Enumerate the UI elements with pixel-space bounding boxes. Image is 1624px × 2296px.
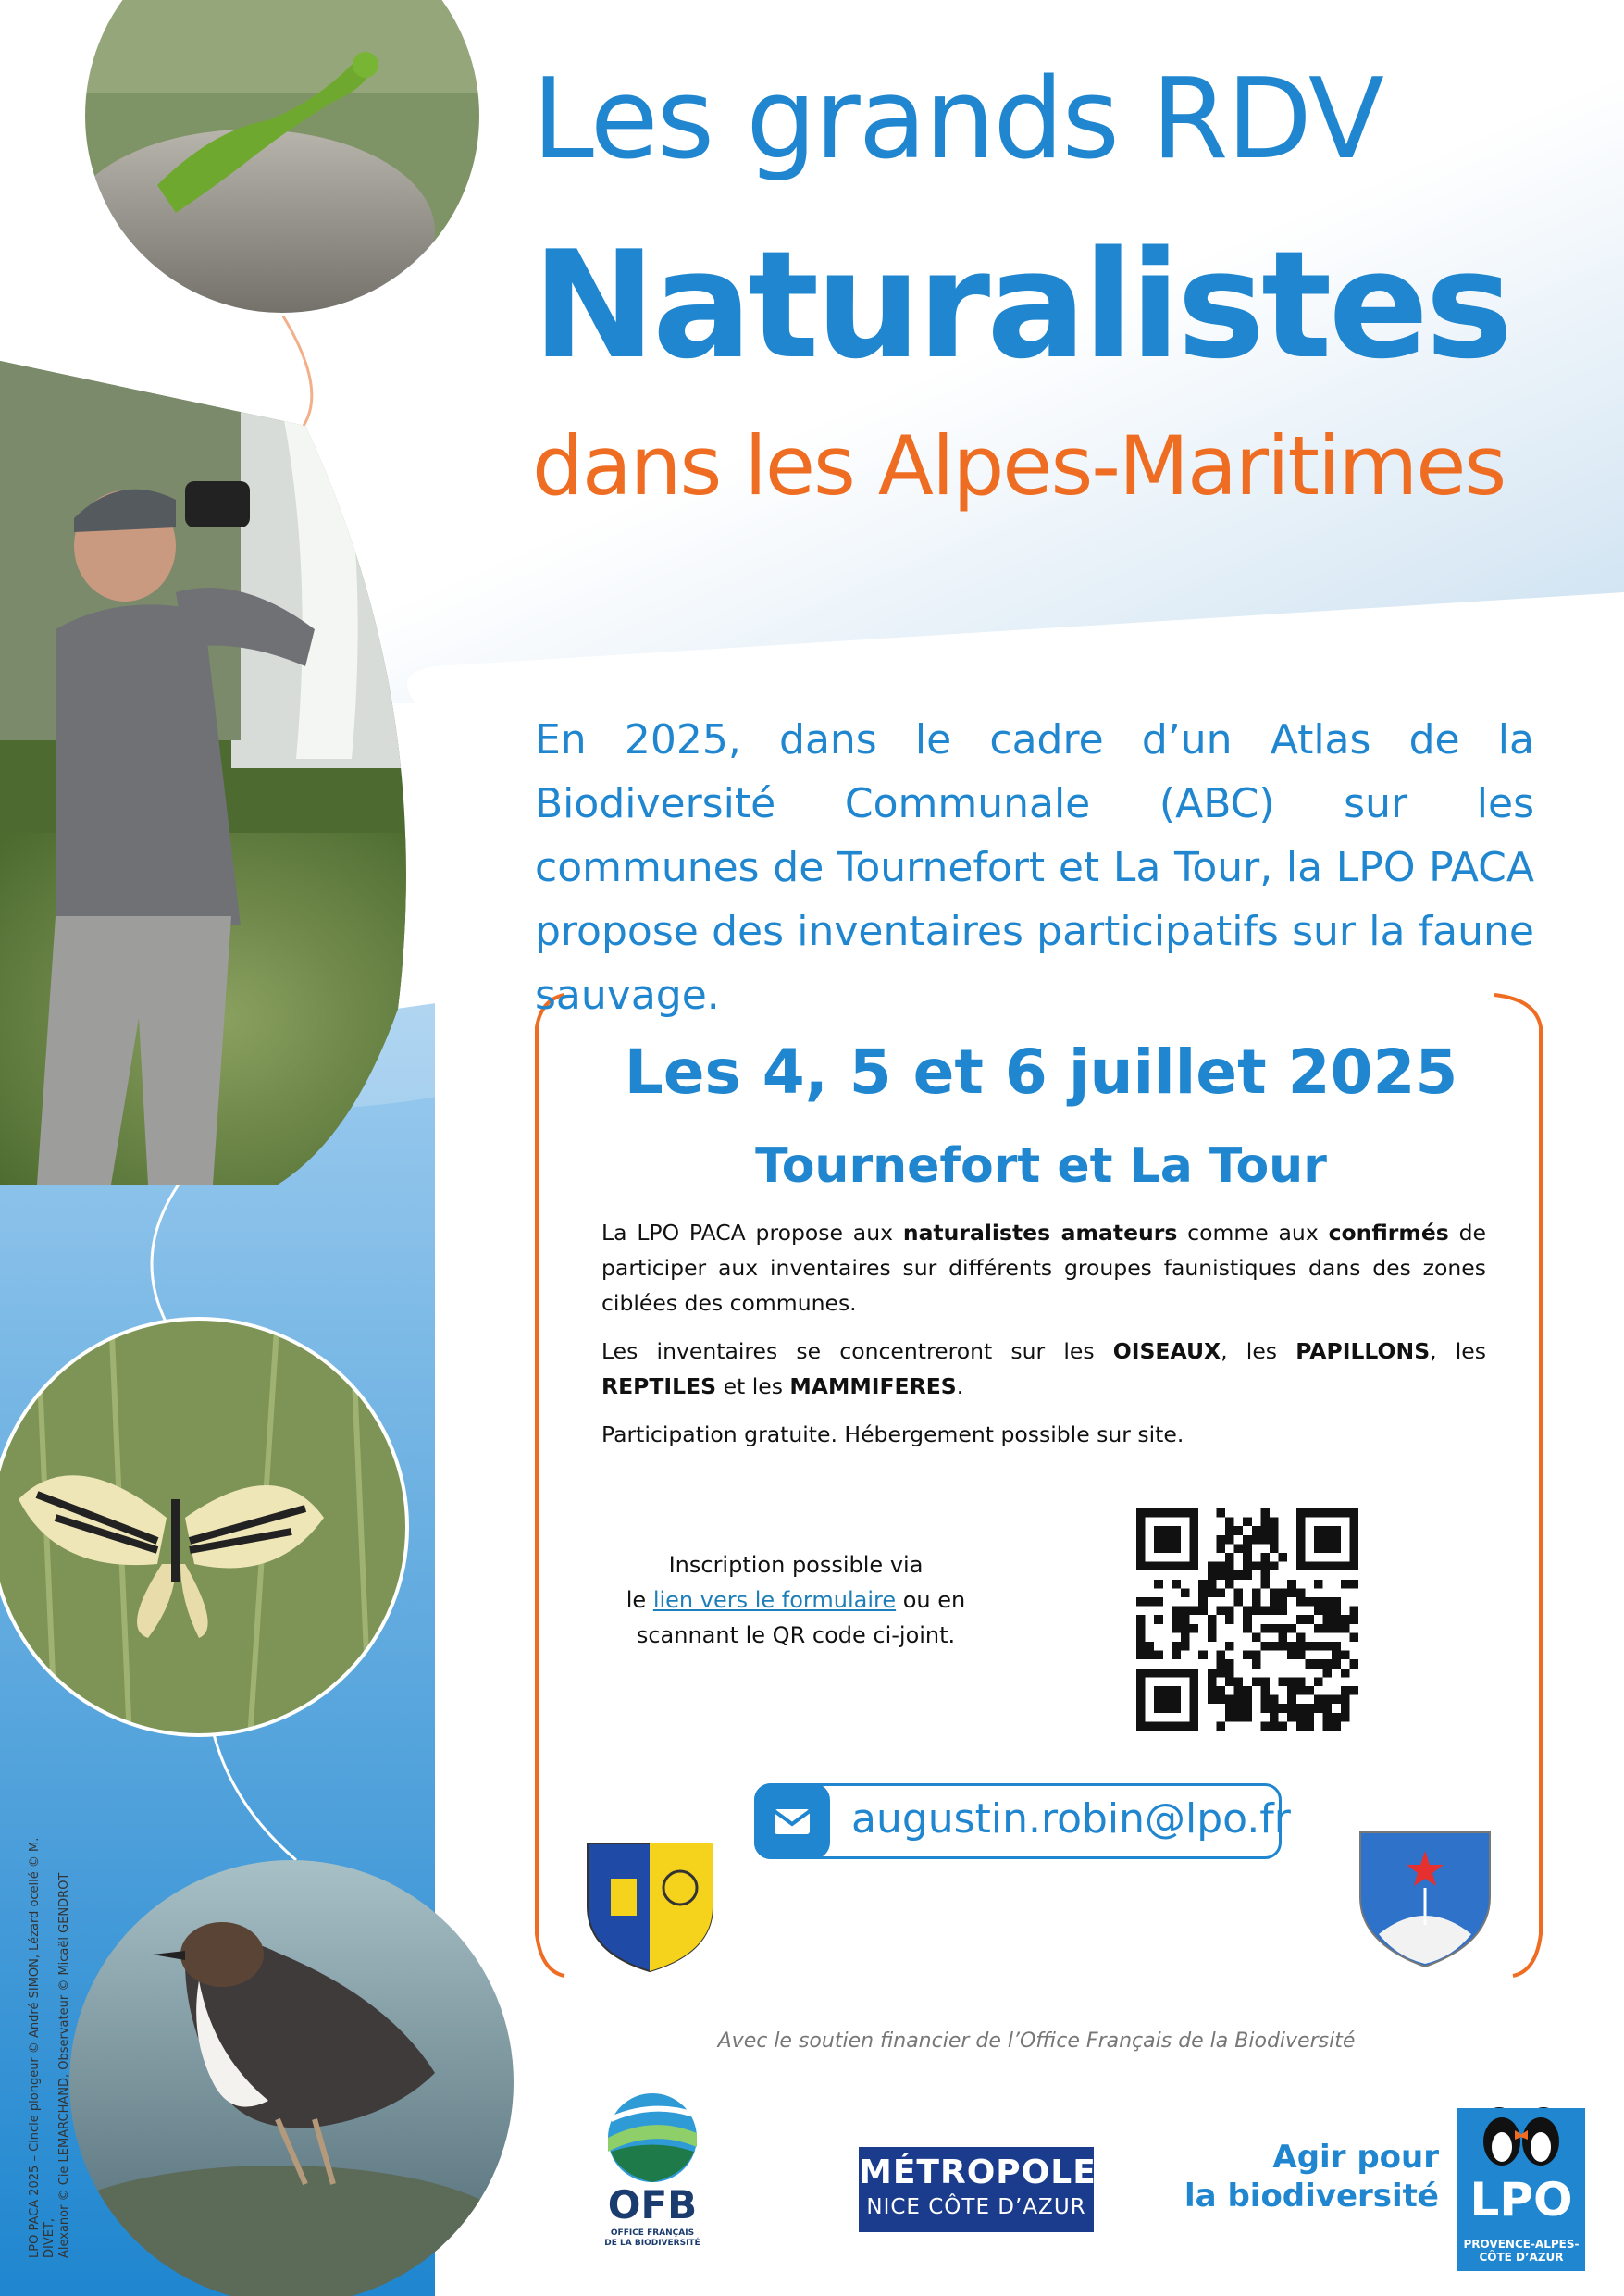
title-line-3: dans les Alpes-Maritimes (532, 418, 1506, 514)
ofb-logo-subtitle: OFFICE FRANÇAIS DE LA BIODIVERSITÉ (604, 2228, 700, 2248)
ofb-logo-text: OFB (607, 2182, 698, 2228)
event-dates: Les 4, 5 et 6 juillet 2025 (624, 1036, 1458, 1108)
title-line-1: Les grands RDV (532, 56, 1382, 184)
event-description (601, 1215, 1486, 1465)
intro-paragraph: En 2025, dans le cadre d’un Atlas de la Biodiversité Communale (ABC) sur les communes de Tournefort et La Tour, la LPO PACA propose des inventaires participatifs sur la faune sauvage. (535, 716, 1534, 1019)
envelope-icon (754, 1783, 830, 1859)
email-address[interactable]: augustin.robin@lpo.fr (851, 1795, 1291, 1843)
description-paragraph-3: Participation gratuite. Hébergement possible sur site. (601, 1421, 1184, 1447)
description-paragraph-1: La LPO PACA propose aux naturalistes amateurs comme aux confirmés de participer aux inventaires sur différents groupes faunistiques dans des zones ciblées des communes. (601, 1220, 1486, 1316)
lpo-logo-subtitle: PROVENCE-ALPES- CÔTE D’AZUR (1463, 2238, 1580, 2264)
photo-credits: LPO PACA 2025 – Cincle plongeur © André SIMON, Lézard ocellé © M. DIVET, Alexanor © Cie LEMARCHAND, Observateur © Micaël GENDROT (28, 1837, 71, 2258)
lpo-puffin-icon (1457, 2108, 1585, 2173)
agir-slogan: Agir pour la biodiversité (1184, 2139, 1439, 2215)
qr-code[interactable] (1136, 1508, 1358, 1731)
ofb-emblem (608, 2093, 697, 2182)
title-line-2: Naturalistes (532, 218, 1510, 391)
description-paragraph-2: Les inventaires se concentreront sur les OISEAUX, les PAPILLONS, les REPTILES et les MAMMIFERES. (601, 1338, 1487, 1399)
lpo-logo-text: LPO (1469, 2173, 1573, 2227)
metropole-logo: MÉTROPOLE NICE CÔTE D’AZUR (859, 2147, 1094, 2232)
event-place: Tournefort et La Tour (755, 1138, 1327, 1194)
inscription-text: Inscription possible via le lien vers le formulaire ou en scannant le QR code ci-joint. (626, 1552, 966, 1648)
support-note: Avec le soutien financier de l’Office Français de la Biodiversité (717, 2029, 1356, 2053)
form-link[interactable]: lien vers le formulaire (652, 1587, 897, 1613)
